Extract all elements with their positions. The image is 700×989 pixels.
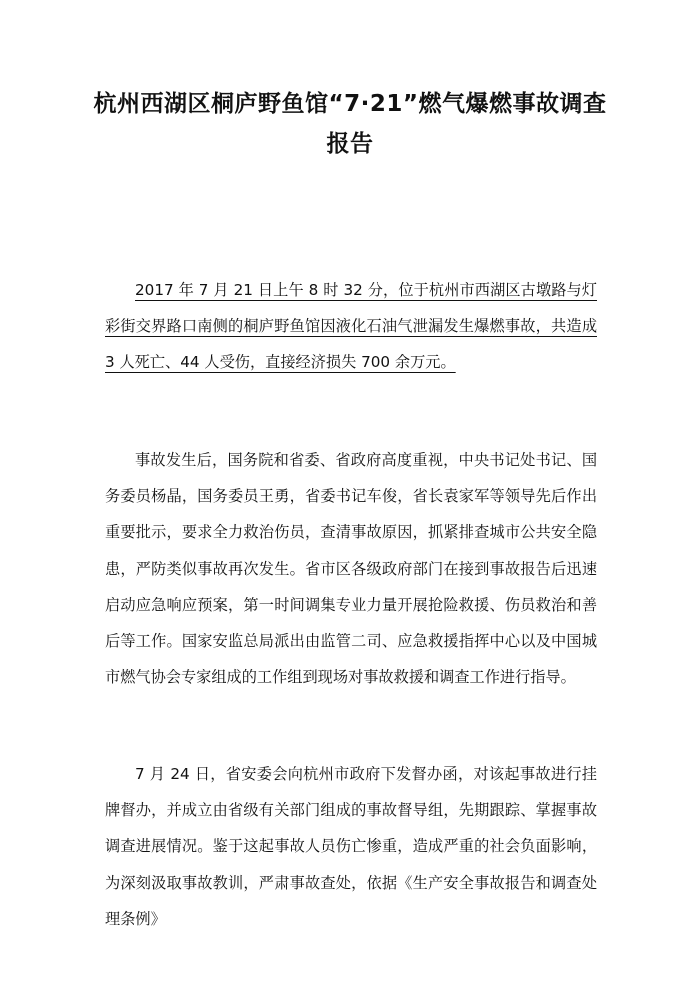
document-title: 杭州西湖区桐庐野鱼馆“7·21”燃气爆燃事故调查 bbox=[93, 91, 607, 117]
paragraph-supervision: 7 月 24 日，省安委会向杭州市政府下发督办函，对该起事故进行挂牌督办，并成立由省级有关部门组成的事故督导组，先期跟踪、掌握事故调查进展情况。鉴于这起事故人员伤亡惨重，造成严重的社会负面影响，为深刻汲取事故教训，严肃事故查处，依据《生产安全事故报告和调查处理条例》 bbox=[105, 765, 597, 928]
paragraph-response: 事故发生后，国务院和省委、省政府高度重视，中央书记处书记、国务委员杨晶，国务委员王勇，省委书记车俊，省长袁家军等领导先后作出重要批示，要求全力救治伤员，查清事故原因，抓紧排查城市公共安全隐患，严防类似事故再次发生。省市区各级政府部门在接到事故报告后迅速启动应急响应预案，第一时间调集专业力量开展抢险救援、伤员救治和善后等工作。国家安监总局派出由监管二司、应急救援指挥中心以及中国城市燃气协会专家组成的工作组到现场对事故救援和调查工作进行指导。 bbox=[105, 451, 597, 687]
document-title-continued: 报告 bbox=[326, 131, 374, 157]
paragraph-incident-summary: 2017 年 7 月 21 日上午 8 时 32 分，位于杭州市西湖区古墩路与灯彩街交界路口南侧的桐庐野鱼馆因液化石油气泄漏发生爆燃事故，共造成 3 人死亡、44 人受伤，直接经济损失 700 余万元。 bbox=[105, 281, 597, 372]
